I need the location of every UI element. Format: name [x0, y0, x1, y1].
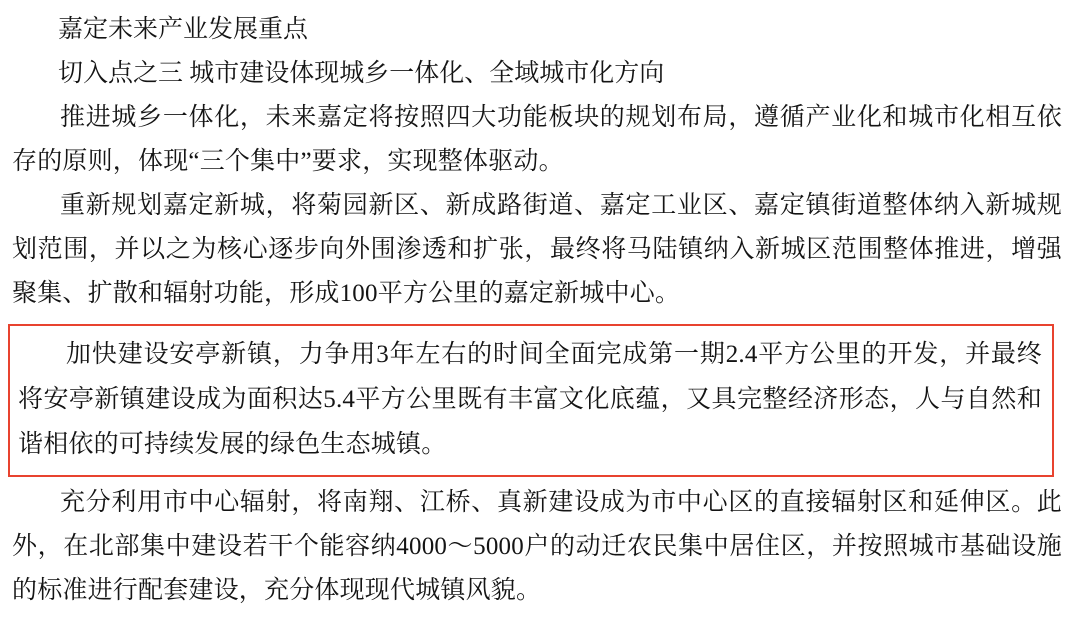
- highlighted-paragraph-box: [8, 324, 1054, 477]
- document-paragraph-3: 充分利用市中心辐射，将南翔、江桥、真新建设成为市中心区的直接辐射区和延伸区。此外，在北部集中建设若干个能容纳4000～5000户的动迁农民集中居住区，并按照城市基础设施的标准进行配套建设，充分体现现代城镇风貌。: [12, 489, 1062, 604]
- highlighted-paragraph-text: 加快建设安亭新镇，力争用3年左右的时间全面完成第一期2.4平方公里的开发，并最终将安亭新镇建设成为面积达5.4平方公里既有丰富文化底蕴，又具完整经济形态，人与自然和谐相依的可持续发展的绿色生态城镇。: [18, 341, 1042, 458]
- document-paragraph-1: 推进城乡一体化，未来嘉定将按照四大功能板块的规划布局，遵循产业化和城市化相互依存的原则，体现“三个集中”要求，实现整体驱动。: [12, 104, 1062, 175]
- document-paragraph-2: 重新规划嘉定新城，将菊园新区、新成路街道、嘉定工业区、嘉定镇街道整体纳入新城规划范围，并以之为核心逐步向外围渗透和扩张，最终将马陆镇纳入新城区范围整体推进，增强聚集、扩散和辐射功能，形成100平方公里的嘉定新城中心。: [12, 192, 1062, 307]
- document-heading-1: 嘉定未来产业发展重点: [58, 16, 309, 43]
- document-heading-2: 切入点之三 城市建设体现城乡一体化、全域城市化方向: [58, 60, 665, 87]
